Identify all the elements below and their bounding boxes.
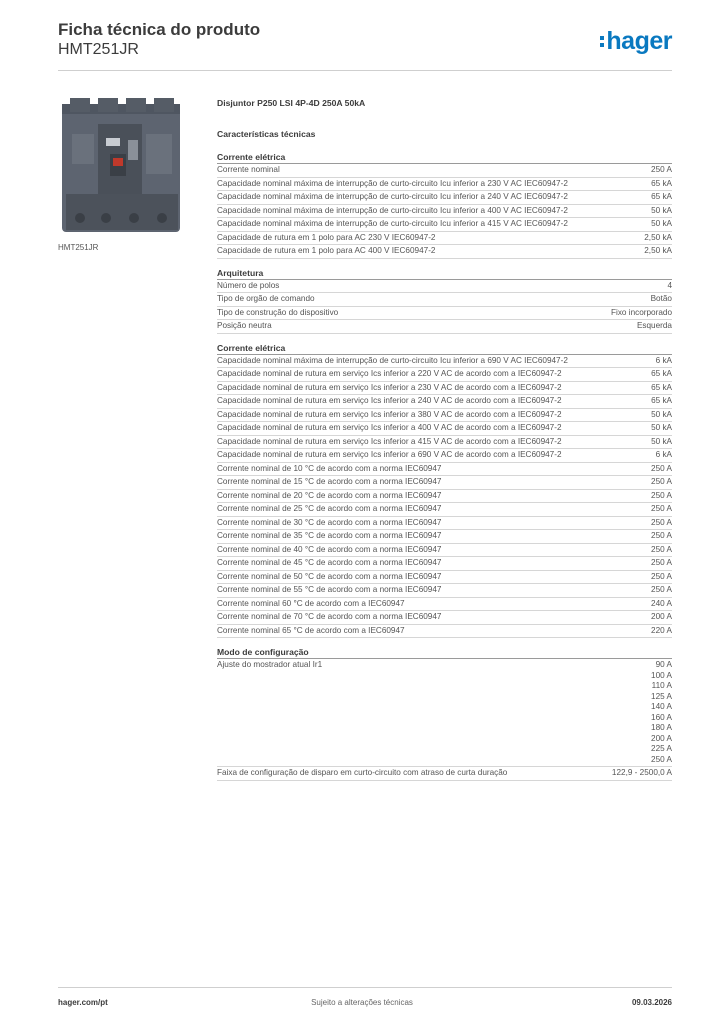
logo-text: hager [606, 27, 672, 55]
group-spacer [217, 334, 672, 342]
spec-label: Corrente nominal de 50 °C de acordo com a norma IEC60947 [217, 571, 442, 581]
spec-value: 250 A [651, 517, 672, 527]
spec-label: Capacidade nominal de rutura em serviço Ics inferior a 690 V AC de acordo com a IEC60947-2 [217, 450, 562, 459]
spec-label: Corrente nominal de 35 °C de acordo com a norma IEC60947 [217, 531, 442, 540]
spec-value: 50 kA [651, 205, 672, 215]
spec-value-option: 90 A [655, 660, 672, 669]
spec-value-option: 110 A [651, 681, 672, 690]
spec-value-option: 160 A [651, 712, 672, 722]
spec-value-option: 200 A [651, 733, 672, 743]
spec-group-title: Modo de configuração [217, 646, 672, 659]
spec-label: Posição neutra [217, 321, 272, 330]
spec-label: Capacidade nominal de rutura em serviço Ics inferior a 220 V AC de acordo com a IEC60947-2 [217, 369, 562, 378]
spec-value: 6 kA [655, 355, 672, 365]
spec-value: 200 A [651, 612, 672, 621]
spec-content [217, 96, 672, 781]
logo-dots-icon [600, 36, 604, 47]
footer-divider [58, 987, 672, 988]
spec-label: Corrente nominal de 45 °C de acordo com a norma IEC60947 [217, 558, 442, 567]
spec-value: 65 kA [651, 396, 672, 405]
document-header [58, 20, 260, 60]
spec-row [217, 598, 672, 612]
spec-row [217, 245, 672, 259]
spec-row [217, 422, 672, 436]
spec-label: Corrente nominal de 30 °C de acordo com a norma IEC60947 [217, 517, 442, 527]
footer-notice: Sujeito a alterações técnicas [311, 998, 413, 1007]
spec-value [589, 660, 672, 765]
spec-label: Capacidade nominal de rutura em serviço Ics inferior a 415 V AC de acordo com a IEC60947-2 [217, 436, 562, 446]
spec-label: Capacidade nominal máxima de interrupção de curto-circuito Icu inferior a 240 V AC IEC60947-2 [217, 192, 568, 201]
spec-label: Capacidade nominal máxima de interrupção de curto-circuito Icu inferior a 230 V AC IEC60947-2 [217, 178, 568, 188]
spec-row [217, 571, 672, 585]
spec-value: 122,9 - 2500,0 A [611, 768, 672, 777]
spec-label: Capacidade nominal de rutura em serviço Ics inferior a 380 V AC de acordo com a IEC60947-2 [217, 409, 562, 419]
spec-value: 250 A [651, 531, 672, 540]
spec-row [217, 307, 672, 321]
spec-label: Ajuste do mostrador atual Ir1 [217, 660, 323, 669]
spec-value: 50 kA [651, 219, 672, 228]
spec-value-option: 250 A [651, 754, 672, 764]
spec-value: 50 kA [651, 436, 672, 446]
spec-value: 250 A [651, 490, 672, 500]
spec-value: 240 A [651, 598, 672, 608]
spec-value-option: 100 A [651, 670, 672, 680]
spec-row [217, 436, 672, 450]
product-photo-caption: HMT251JR [58, 243, 99, 252]
spec-row [217, 164, 672, 178]
spec-value: 250 A [651, 585, 672, 594]
footer-website[interactable]: hager.com/pt [58, 998, 108, 1007]
product-description: Disjuntor P250 LSI 4P-4D 250A 50kA [217, 98, 366, 108]
spec-row [217, 280, 672, 294]
spec-label: Capacidade nominal de rutura em serviço Ics inferior a 400 V AC de acordo com a IEC60947-2 [217, 423, 562, 432]
spec-row [217, 530, 672, 544]
spec-label: Capacidade de rutura em 1 polo para AC 230 V IEC60947-2 [217, 232, 436, 242]
spec-label: Capacidade nominal máxima de interrupção de curto-circuito Icu inferior a 690 V AC IEC60947-2 [217, 355, 568, 365]
spec-group-title: Arquitetura [217, 267, 672, 280]
spec-label: Corrente nominal de 40 °C de acordo com a norma IEC60947 [217, 544, 442, 554]
group-spacer [217, 259, 672, 267]
spec-label: Capacidade nominal máxima de interrupção de curto-circuito Icu inferior a 415 V AC IEC60947-2 [217, 219, 568, 228]
spec-value: Fixo incorporado [611, 307, 672, 317]
footer-date: 09.03.2026 [631, 998, 672, 1007]
spec-row [217, 232, 672, 246]
spec-label: Capacidade nominal máxima de interrupção de curto-circuito Icu inferior a 400 V AC IEC60947-2 [217, 205, 568, 215]
spec-row [217, 293, 672, 307]
hager-logo[interactable] [600, 28, 672, 54]
spec-value: 250 A [651, 558, 672, 567]
spec-label: Corrente nominal de 25 °C de acordo com a norma IEC60947 [217, 504, 442, 513]
spec-row [217, 382, 672, 396]
spec-value-option: 125 A [651, 691, 672, 701]
spec-row [217, 218, 672, 232]
spec-label: Capacidade nominal de rutura em serviço Ics inferior a 240 V AC de acordo com a IEC60947-2 [217, 396, 562, 405]
spec-row [217, 611, 672, 625]
spec-value: 250 A [651, 477, 672, 486]
spec-row [217, 503, 672, 517]
spec-label: Corrente nominal de 10 °C de acordo com a norma IEC60947 [217, 463, 442, 473]
spec-value-option: 180 A [651, 723, 672, 732]
spec-value: Botão [650, 294, 672, 303]
spec-label: Número de polos [217, 280, 280, 290]
spec-label: Capacidade de rutura em 1 polo para AC 400 V IEC60947-2 [217, 246, 436, 255]
product-code: HMT251JR [58, 41, 139, 58]
spec-row [217, 409, 672, 423]
spec-row [217, 557, 672, 571]
spec-row [217, 544, 672, 558]
spec-row [217, 584, 672, 598]
spec-row [217, 767, 672, 781]
group-spacer [217, 638, 672, 646]
spec-label: Corrente nominal de 70 °C de acordo com a norma IEC60947 [217, 612, 442, 621]
header-divider [58, 70, 672, 71]
spec-row [217, 355, 672, 369]
spec-value: 65 kA [651, 192, 672, 201]
spec-value: 220 A [651, 625, 672, 635]
spec-row [217, 490, 672, 504]
spec-label: Corrente nominal de 15 °C de acordo com a norma IEC60947 [217, 477, 442, 486]
spec-row [217, 463, 672, 477]
spec-label: Corrente nominal [217, 165, 280, 174]
spec-label: Corrente nominal de 20 °C de acordo com a norma IEC60947 [217, 490, 442, 500]
spec-groups [217, 151, 672, 781]
spec-value: 250 A [651, 463, 672, 473]
spec-value: 2,50 kA [644, 232, 672, 242]
spec-value: 50 kA [651, 409, 672, 419]
spec-value: 250 A [651, 504, 672, 513]
spec-row [217, 517, 672, 531]
spec-row [217, 449, 672, 463]
spec-value: 65 kA [651, 369, 672, 378]
spec-group-title: Corrente elétrica [217, 342, 672, 355]
spec-row [217, 191, 672, 205]
spec-group-title: Corrente elétrica [217, 151, 672, 164]
spec-row [217, 368, 672, 382]
document-title: Ficha técnica do produto [58, 20, 261, 39]
spec-value-option: 140 A [651, 702, 672, 711]
spec-value: Esquerda [636, 321, 672, 330]
spec-label: Tipo de construção do dispositivo [217, 307, 339, 317]
spec-row [217, 659, 672, 767]
spec-value: 250 A [651, 165, 672, 174]
spec-value: 4 [667, 280, 672, 290]
spec-row [217, 205, 672, 219]
spec-row [217, 625, 672, 639]
section-title: Características técnicas [217, 129, 316, 139]
spec-row [217, 320, 672, 334]
spec-value: 65 kA [651, 178, 672, 188]
spec-label: Corrente nominal de 55 °C de acordo com a norma IEC60947 [217, 585, 442, 594]
spec-label: Corrente nominal 60 °C de acordo com a IEC60947 [217, 598, 405, 608]
spec-value: 65 kA [651, 382, 672, 392]
spec-label: Tipo de orgão de comando [217, 294, 315, 303]
spec-value: 6 kA [655, 450, 672, 459]
spec-row [217, 178, 672, 192]
spec-value: 250 A [651, 544, 672, 554]
product-photo [58, 94, 188, 236]
spec-value: 50 kA [651, 423, 672, 432]
spec-label: Faixa de configuração de disparo em curto-circuito com atraso de curta duração [217, 768, 508, 777]
spec-value: 250 A [651, 571, 672, 581]
spec-value: 2,50 kA [644, 246, 672, 255]
spec-label: Corrente nominal 65 °C de acordo com a IEC60947 [217, 625, 405, 635]
spec-row [217, 476, 672, 490]
spec-value-option: 225 A [651, 744, 672, 753]
spec-row [217, 395, 672, 409]
spec-label: Capacidade nominal de rutura em serviço Ics inferior a 230 V AC de acordo com a IEC60947-2 [217, 382, 562, 392]
